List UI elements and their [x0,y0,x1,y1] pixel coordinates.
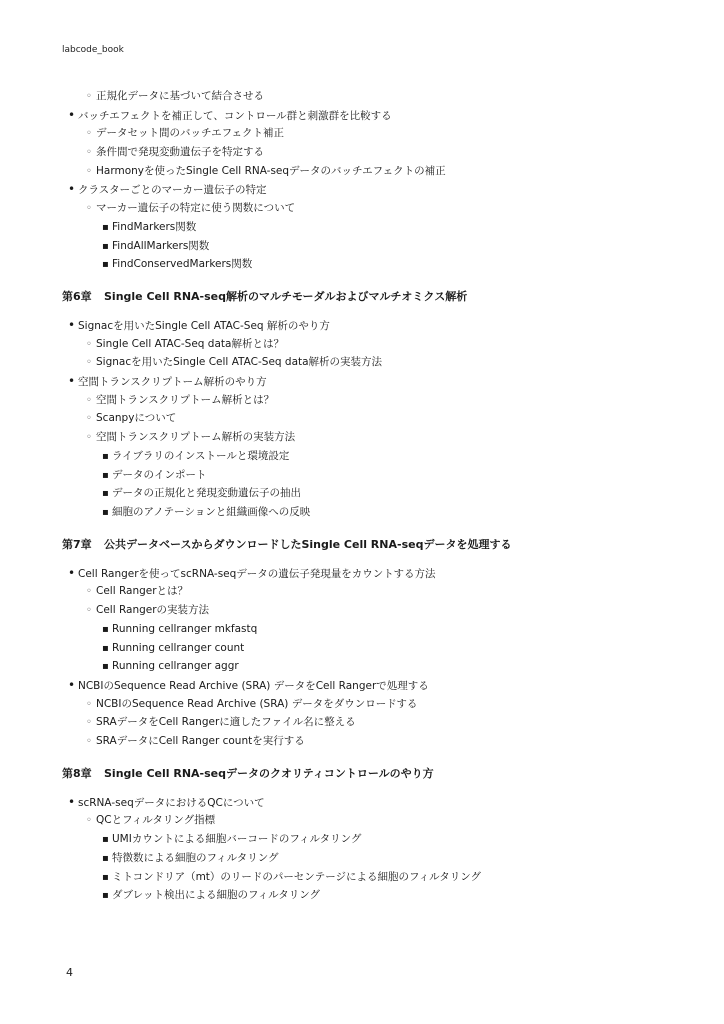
square-bullet-icon [102,468,112,483]
circle-bullet-icon [86,164,96,179]
square-bullet-icon [102,257,112,272]
square-bullet-icon [102,220,112,235]
square-bullet-icon [102,870,112,885]
running-header: labcode_book [62,45,124,55]
toc-item-text: 空間トランスクリプトーム解析とは？ [96,394,275,406]
chapter-title: 公共データベースからダウンロードしたSingle Cell RNA-seqデータを処理する [104,538,512,551]
toc-item-level-1 [68,678,429,693]
circle-bullet-icon [86,715,96,730]
toc-item-level-2 [86,697,417,712]
toc-item-text: Cell Rangerを使ってscRNA-seqデータの遺伝子発現量をカウントする方法 [78,568,436,580]
dot-bullet-icon [68,678,78,693]
toc-item-text: FindConservedMarkers関数 [112,258,253,270]
toc-item-text: FindAllMarkers関数 [112,240,210,252]
chapter-title: Single Cell RNA-seq解析のマルチモーダルおよびマルチオミクス解析 [104,290,468,303]
toc-item-level-1 [68,318,330,333]
toc-item-level-1 [68,566,435,581]
toc-item-text: クラスターごとのマーカー遺伝子の特定 [78,184,267,196]
toc-item-text: NCBIのSequence Read Archive (SRA) データをCell Rangerで処理する [78,680,429,692]
toc-item-level-1 [68,795,265,810]
toc-item-level-2 [86,715,356,730]
toc-item-level-2 [86,393,274,408]
toc-item-text: Cell Rangerの実装方法 [96,604,210,616]
toc-item-level-2 [86,201,295,216]
toc-item-text: データの正規化と発現変動遺伝子の抽出 [112,487,301,499]
circle-bullet-icon [86,89,96,104]
circle-bullet-icon [86,584,96,599]
chapter-number: 第6章 [62,290,92,303]
toc-item-level-2 [86,145,264,160]
toc-item-level-3 [102,505,310,520]
toc-item-text: QCとフィルタリング指標 [96,814,216,826]
toc-item-text: ライブラリのインストールと環境設定 [112,450,290,462]
toc-item-text: 特徴数による細胞のフィルタリング [112,852,279,864]
circle-bullet-icon [86,393,96,408]
toc-item-level-2 [86,337,284,352]
toc-item-level-3 [102,659,239,674]
dot-bullet-icon [68,566,78,581]
circle-bullet-icon [86,337,96,352]
toc-item-text: 空間トランスクリプトーム解析の実装方法 [96,431,296,443]
toc-item-level-2 [86,164,446,179]
square-bullet-icon [102,622,112,637]
toc-item-level-3 [102,220,196,235]
circle-bullet-icon [86,603,96,618]
dot-bullet-icon [68,182,78,197]
toc-item-level-2 [86,355,382,370]
toc-item-level-3 [102,622,257,637]
toc-item-level-2 [86,126,284,141]
toc-item-text: データセット間のバッチエフェクト補正 [96,127,285,139]
toc-item-text: Signacを用いたSingle Cell ATAC-Seq 解析のやり方 [78,320,330,332]
toc-item-text: 空間トランスクリプトーム解析のやり方 [78,376,267,388]
chapter-heading [62,288,467,304]
toc-item-text: Running cellranger aggr [112,660,239,672]
toc-item-text: データのインポート [112,469,207,481]
page-number: 4 [66,966,73,979]
toc-item-level-2 [86,89,264,104]
toc-item-text: Running cellranger mkfastq [112,623,258,635]
toc-item-level-3 [102,257,252,272]
square-bullet-icon [102,659,112,674]
toc-item-level-2 [86,584,188,599]
circle-bullet-icon [86,734,96,749]
toc-item-text: scRNA-seqデータにおけるQCについて [78,797,265,809]
toc-item-text: Single Cell ATAC-Seq data解析とは？ [96,338,284,350]
dot-bullet-icon [68,108,78,123]
chapter-heading [62,765,434,781]
circle-bullet-icon [86,355,96,370]
chapter-number: 第8章 [62,767,92,780]
toc-item-level-3 [102,851,279,866]
toc-item-level-2 [86,603,209,618]
toc-item-level-2 [86,430,295,445]
toc-item-level-1 [68,182,266,197]
toc-item-level-1 [68,374,267,389]
circle-bullet-icon [86,126,96,141]
toc-item-text: 条件間で発現変動遺伝子を特定する [96,146,264,158]
toc-item-level-3 [102,870,481,885]
toc-item-level-1 [68,108,392,123]
toc-item-level-2 [86,813,215,828]
toc-item-text: ダブレット検出による細胞のフィルタリング [112,889,321,901]
toc-item-level-2 [86,734,305,749]
chapter-title: Single Cell RNA-seqデータのクオリティコントロールのやり方 [104,767,434,780]
square-bullet-icon [102,505,112,520]
circle-bullet-icon [86,201,96,216]
toc-item-text: FindMarkers関数 [112,221,197,233]
toc-item-text: マーカー遺伝子の特定に使う関数について [96,202,296,214]
dot-bullet-icon [68,795,78,810]
circle-bullet-icon [86,411,96,426]
toc-item-level-3 [102,449,289,464]
square-bullet-icon [102,832,112,847]
toc-item-text: 正規化データに基づいて結合させる [96,90,264,102]
toc-item-text: Signacを用いたSingle Cell ATAC-Seq data解析の実装方法 [96,356,383,368]
square-bullet-icon [102,239,112,254]
toc-item-text: 細胞のアノテーションと組織画像への反映 [112,506,311,518]
chapter-heading [62,536,511,552]
toc-item-level-3 [102,888,320,903]
dot-bullet-icon [68,318,78,333]
toc-item-text: SRAデータをCell Rangerに適したファイル名に整える [96,716,356,728]
square-bullet-icon [102,888,112,903]
chapter-number: 第7章 [62,538,92,551]
toc-item-text: SRAデータにCell Ranger countを実行する [96,735,305,747]
toc-item-text: Cell Rangerとは？ [96,585,189,597]
toc-item-level-3 [102,468,207,483]
circle-bullet-icon [86,813,96,828]
toc-item-level-3 [102,832,361,847]
square-bullet-icon [102,851,112,866]
toc-item-text: ミトコンドリア（mt）のリードのパーセンテージによる細胞のフィルタリング [112,871,482,883]
circle-bullet-icon [86,145,96,160]
toc-item-text: NCBIのSequence Read Archive (SRA) データをダウンロードする [96,698,418,710]
toc-item-level-3 [102,641,244,656]
toc-item-text: Harmonyを使ったSingle Cell RNA-seqデータのバッチエフェクトの補正 [96,165,446,177]
toc-item-level-2 [86,411,176,426]
square-bullet-icon [102,486,112,501]
toc-item-level-3 [102,486,301,501]
toc-item-level-3 [102,239,209,254]
square-bullet-icon [102,449,112,464]
square-bullet-icon [102,641,112,656]
circle-bullet-icon [86,697,96,712]
toc-item-text: Scanpyについて [96,412,177,424]
toc-item-text: Running cellranger count [112,642,245,654]
toc-item-text: バッチエフェクトを補正して、コントロール群と刺激群を比較する [78,110,392,122]
toc-item-text: UMIカウントによる細胞バーコードのフィルタリング [112,833,362,845]
dot-bullet-icon [68,374,78,389]
circle-bullet-icon [86,430,96,445]
